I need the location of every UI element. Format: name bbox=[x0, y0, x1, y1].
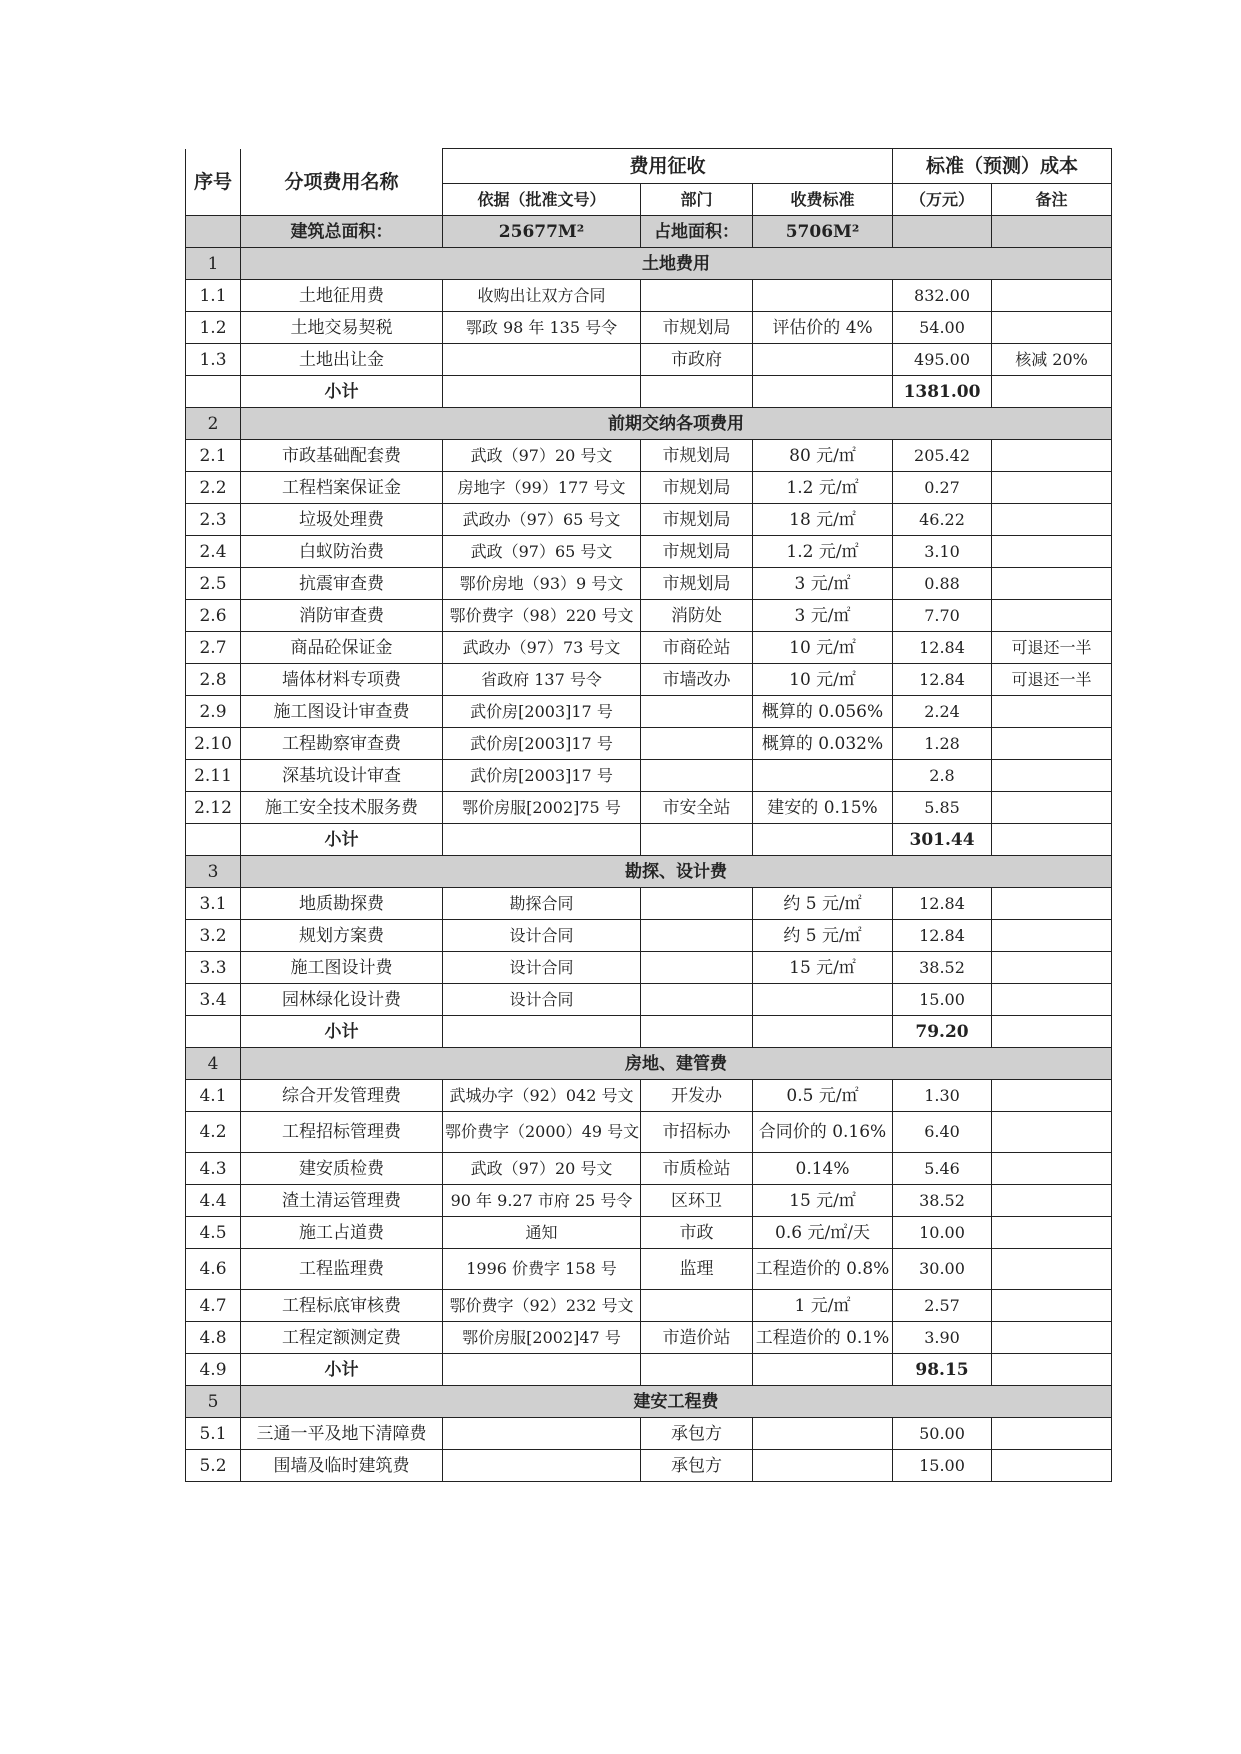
item-remark bbox=[992, 728, 1112, 760]
item-dept bbox=[641, 1290, 753, 1322]
subtotal-dept-cell bbox=[641, 824, 753, 856]
item-dept: 市墙改办 bbox=[641, 664, 753, 696]
table-row bbox=[186, 1249, 1112, 1290]
item-dept bbox=[641, 888, 753, 920]
item-number: 2.11 bbox=[186, 760, 241, 792]
item-standard: 评估价的 4% bbox=[753, 312, 893, 344]
item-remark bbox=[992, 1450, 1112, 1482]
item-number: 4.2 bbox=[186, 1112, 241, 1153]
item-remark bbox=[992, 1080, 1112, 1112]
item-number: 1.3 bbox=[186, 344, 241, 376]
item-cost: 1.30 bbox=[893, 1080, 992, 1112]
section-number: 5 bbox=[186, 1386, 241, 1418]
item-cost: 54.00 bbox=[893, 312, 992, 344]
item-dept: 市招标办 bbox=[641, 1112, 753, 1153]
section-title: 房地、建管费 bbox=[241, 1048, 1112, 1080]
item-standard: 约 5 元/㎡ bbox=[753, 920, 893, 952]
land-area-value: 5706M² bbox=[753, 216, 893, 248]
item-standard: 1 元/㎡ bbox=[753, 1290, 893, 1322]
item-cost: 12.84 bbox=[893, 920, 992, 952]
item-number: 5.1 bbox=[186, 1418, 241, 1450]
item-dept: 市政 bbox=[641, 1217, 753, 1249]
item-number: 2.5 bbox=[186, 568, 241, 600]
item-cost: 38.52 bbox=[893, 1185, 992, 1217]
item-cost: 50.00 bbox=[893, 1418, 992, 1450]
subtotal-label: 小计 bbox=[241, 1354, 443, 1386]
item-cost: 7.70 bbox=[893, 600, 992, 632]
item-number: 2.7 bbox=[186, 632, 241, 664]
table-row bbox=[186, 1322, 1112, 1354]
subtotal-number bbox=[186, 1016, 241, 1048]
building-area-label: 建筑总面积： bbox=[241, 216, 443, 248]
item-basis: 武城办字（92）042 号文 bbox=[443, 1080, 641, 1112]
item-standard bbox=[753, 280, 893, 312]
item-standard: 工程造价的 0.1% bbox=[753, 1322, 893, 1354]
item-name: 墙体材料专项费 bbox=[241, 664, 443, 696]
item-name: 土地出让金 bbox=[241, 344, 443, 376]
item-cost: 0.88 bbox=[893, 568, 992, 600]
section-number: 2 bbox=[186, 408, 241, 440]
table-row bbox=[186, 1217, 1112, 1249]
item-number: 4.6 bbox=[186, 1249, 241, 1290]
item-cost: 2.8 bbox=[893, 760, 992, 792]
item-basis: 省政府 137 号令 bbox=[443, 664, 641, 696]
item-name: 施工安全技术服务费 bbox=[241, 792, 443, 824]
table-row bbox=[186, 280, 1112, 312]
item-name: 三通一平及地下清障费 bbox=[241, 1418, 443, 1450]
cost-estimate-sheet bbox=[185, 148, 1111, 1482]
subtotal-row bbox=[186, 1354, 1112, 1386]
item-cost: 12.84 bbox=[893, 664, 992, 696]
item-cost: 15.00 bbox=[893, 1450, 992, 1482]
item-standard: 0.5 元/㎡ bbox=[753, 1080, 893, 1112]
item-dept: 监理 bbox=[641, 1249, 753, 1290]
item-number: 4.5 bbox=[186, 1217, 241, 1249]
item-remark bbox=[992, 1217, 1112, 1249]
item-cost: 0.27 bbox=[893, 472, 992, 504]
item-name: 工程标底审核费 bbox=[241, 1290, 443, 1322]
item-remark bbox=[992, 952, 1112, 984]
table-row bbox=[186, 472, 1112, 504]
table-row bbox=[186, 632, 1112, 664]
item-remark bbox=[992, 1153, 1112, 1185]
item-dept: 市规划局 bbox=[641, 536, 753, 568]
subtotal-standard-cell bbox=[753, 1354, 893, 1386]
item-number: 2.6 bbox=[186, 600, 241, 632]
item-number: 5.2 bbox=[186, 1450, 241, 1482]
area-row bbox=[186, 216, 1112, 248]
table-row bbox=[186, 312, 1112, 344]
item-basis: 武政办（97）65 号文 bbox=[443, 504, 641, 536]
item-standard bbox=[753, 1418, 893, 1450]
section-number: 4 bbox=[186, 1048, 241, 1080]
item-cost: 30.00 bbox=[893, 1249, 992, 1290]
item-remark bbox=[992, 760, 1112, 792]
item-dept: 消防处 bbox=[641, 600, 753, 632]
item-number: 4.7 bbox=[186, 1290, 241, 1322]
subtotal-dept-cell bbox=[641, 376, 753, 408]
item-name: 商品砼保证金 bbox=[241, 632, 443, 664]
item-remark bbox=[992, 472, 1112, 504]
subtotal-cost: 98.15 bbox=[893, 1354, 992, 1386]
item-name: 综合开发管理费 bbox=[241, 1080, 443, 1112]
item-cost: 12.84 bbox=[893, 632, 992, 664]
cost-table bbox=[185, 148, 1112, 1482]
item-number: 2.8 bbox=[186, 664, 241, 696]
item-cost: 1.28 bbox=[893, 728, 992, 760]
item-dept: 市安全站 bbox=[641, 792, 753, 824]
item-name: 工程监理费 bbox=[241, 1249, 443, 1290]
item-number: 2.12 bbox=[186, 792, 241, 824]
item-number: 3.3 bbox=[186, 952, 241, 984]
item-name: 土地交易契税 bbox=[241, 312, 443, 344]
item-name: 施工图设计审查费 bbox=[241, 696, 443, 728]
subtotal-number: 4.9 bbox=[186, 1354, 241, 1386]
item-basis: 鄂政 98 年 135 号令 bbox=[443, 312, 641, 344]
item-standard: 概算的 0.056% bbox=[753, 696, 893, 728]
table-row bbox=[186, 1080, 1112, 1112]
subtotal-basis-cell bbox=[443, 824, 641, 856]
item-cost: 2.57 bbox=[893, 1290, 992, 1322]
item-standard: 工程造价的 0.8% bbox=[753, 1249, 893, 1290]
subtotal-basis-cell bbox=[443, 1354, 641, 1386]
item-remark bbox=[992, 1249, 1112, 1290]
item-cost: 832.00 bbox=[893, 280, 992, 312]
item-cost: 5.85 bbox=[893, 792, 992, 824]
item-dept bbox=[641, 760, 753, 792]
item-remark bbox=[992, 1185, 1112, 1217]
item-dept: 区环卫 bbox=[641, 1185, 753, 1217]
subtotal-number bbox=[186, 824, 241, 856]
item-basis: 武政（97）20 号文 bbox=[443, 1153, 641, 1185]
subtotal-cost: 1381.00 bbox=[893, 376, 992, 408]
header-name: 分项费用名称 bbox=[241, 149, 443, 216]
table-row bbox=[186, 888, 1112, 920]
area-seq-cell bbox=[186, 216, 241, 248]
subtotal-cost: 79.20 bbox=[893, 1016, 992, 1048]
item-remark: 核减 20% bbox=[992, 344, 1112, 376]
table-row bbox=[186, 1418, 1112, 1450]
building-area-value: 25677M² bbox=[443, 216, 641, 248]
item-number: 2.4 bbox=[186, 536, 241, 568]
table-row bbox=[186, 344, 1112, 376]
item-name: 消防审查费 bbox=[241, 600, 443, 632]
area-cost-cell bbox=[893, 216, 992, 248]
section-header-row bbox=[186, 408, 1112, 440]
section-header-row bbox=[186, 1386, 1112, 1418]
item-number: 1.1 bbox=[186, 280, 241, 312]
item-standard bbox=[753, 1450, 893, 1482]
item-cost: 2.24 bbox=[893, 696, 992, 728]
table-row bbox=[186, 664, 1112, 696]
subtotal-label: 小计 bbox=[241, 376, 443, 408]
item-dept: 市规划局 bbox=[641, 312, 753, 344]
item-standard: 1.2 元/㎡ bbox=[753, 536, 893, 568]
item-number: 2.3 bbox=[186, 504, 241, 536]
item-dept bbox=[641, 728, 753, 760]
item-number: 2.2 bbox=[186, 472, 241, 504]
item-remark bbox=[992, 920, 1112, 952]
table-row bbox=[186, 536, 1112, 568]
item-cost: 38.52 bbox=[893, 952, 992, 984]
item-standard: 3 元/㎡ bbox=[753, 568, 893, 600]
item-basis: 鄂价费字（98）220 号文 bbox=[443, 600, 641, 632]
table-row bbox=[186, 760, 1112, 792]
subtotal-cost: 301.44 bbox=[893, 824, 992, 856]
item-dept: 承包方 bbox=[641, 1418, 753, 1450]
item-remark bbox=[992, 568, 1112, 600]
item-basis: 通知 bbox=[443, 1217, 641, 1249]
subtotal-dept-cell bbox=[641, 1354, 753, 1386]
header-dept: 部门 bbox=[641, 184, 753, 216]
item-standard: 建安的 0.15% bbox=[753, 792, 893, 824]
item-cost: 3.10 bbox=[893, 536, 992, 568]
subtotal-remark-cell bbox=[992, 824, 1112, 856]
item-dept bbox=[641, 280, 753, 312]
item-basis: 武政（97）20 号文 bbox=[443, 440, 641, 472]
item-dept: 市质检站 bbox=[641, 1153, 753, 1185]
item-standard: 10 元/㎡ bbox=[753, 664, 893, 696]
item-name: 抗震审查费 bbox=[241, 568, 443, 600]
item-standard bbox=[753, 984, 893, 1016]
item-cost: 12.84 bbox=[893, 888, 992, 920]
item-basis: 武价房[2003]17 号 bbox=[443, 760, 641, 792]
item-dept: 市政府 bbox=[641, 344, 753, 376]
item-basis bbox=[443, 1450, 641, 1482]
item-basis: 设计合同 bbox=[443, 952, 641, 984]
section-title: 前期交纳各项费用 bbox=[241, 408, 1112, 440]
item-basis: 设计合同 bbox=[443, 920, 641, 952]
subtotal-row bbox=[186, 1016, 1112, 1048]
item-number: 3.4 bbox=[186, 984, 241, 1016]
table-row bbox=[186, 920, 1112, 952]
item-name: 地质勘探费 bbox=[241, 888, 443, 920]
header-seq: 序号 bbox=[186, 149, 241, 216]
item-name: 工程勘察审查费 bbox=[241, 728, 443, 760]
item-name: 园林绿化设计费 bbox=[241, 984, 443, 1016]
item-name: 工程招标管理费 bbox=[241, 1112, 443, 1153]
subtotal-label: 小计 bbox=[241, 1016, 443, 1048]
item-remark bbox=[992, 536, 1112, 568]
item-remark: 可退还一半 bbox=[992, 664, 1112, 696]
item-number: 1.2 bbox=[186, 312, 241, 344]
item-name: 施工图设计费 bbox=[241, 952, 443, 984]
item-basis: 武政（97）65 号文 bbox=[443, 536, 641, 568]
item-remark bbox=[992, 1322, 1112, 1354]
item-remark bbox=[992, 1418, 1112, 1450]
subtotal-row bbox=[186, 376, 1112, 408]
subtotal-remark-cell bbox=[992, 1016, 1112, 1048]
item-remark bbox=[992, 792, 1112, 824]
item-name: 工程定额测定费 bbox=[241, 1322, 443, 1354]
table-row bbox=[186, 1153, 1112, 1185]
item-remark bbox=[992, 696, 1112, 728]
item-standard: 合同价的 0.16% bbox=[753, 1112, 893, 1153]
table-row bbox=[186, 1112, 1112, 1153]
header-standard: 收费标准 bbox=[753, 184, 893, 216]
item-name: 规划方案费 bbox=[241, 920, 443, 952]
subtotal-row bbox=[186, 824, 1112, 856]
header-remark: 备注 bbox=[992, 184, 1112, 216]
subtotal-standard-cell bbox=[753, 824, 893, 856]
item-standard: 18 元/㎡ bbox=[753, 504, 893, 536]
item-standard: 0.6 元/㎡/天 bbox=[753, 1217, 893, 1249]
subtotal-standard-cell bbox=[753, 1016, 893, 1048]
subtotal-basis-cell bbox=[443, 1016, 641, 1048]
item-basis bbox=[443, 344, 641, 376]
item-cost: 495.00 bbox=[893, 344, 992, 376]
item-dept: 开发办 bbox=[641, 1080, 753, 1112]
item-basis: 收购出让双方合同 bbox=[443, 280, 641, 312]
item-basis: 90 年 9.27 市府 25 号令 bbox=[443, 1185, 641, 1217]
item-dept bbox=[641, 696, 753, 728]
item-standard: 15 元/㎡ bbox=[753, 1185, 893, 1217]
item-number: 4.8 bbox=[186, 1322, 241, 1354]
item-basis: 武价房[2003]17 号 bbox=[443, 728, 641, 760]
item-standard: 1.2 元/㎡ bbox=[753, 472, 893, 504]
item-remark: 可退还一半 bbox=[992, 632, 1112, 664]
item-name: 土地征用费 bbox=[241, 280, 443, 312]
item-dept: 市规划局 bbox=[641, 440, 753, 472]
item-remark bbox=[992, 888, 1112, 920]
item-cost: 10.00 bbox=[893, 1217, 992, 1249]
subtotal-remark-cell bbox=[992, 1354, 1112, 1386]
item-number: 2.1 bbox=[186, 440, 241, 472]
table-row bbox=[186, 792, 1112, 824]
land-area-label: 占地面积： bbox=[641, 216, 753, 248]
table-row bbox=[186, 696, 1112, 728]
item-standard: 0.14% bbox=[753, 1153, 893, 1185]
table-row bbox=[186, 600, 1112, 632]
item-name: 围墙及临时建筑费 bbox=[241, 1450, 443, 1482]
item-basis: 1996 价费字 158 号 bbox=[443, 1249, 641, 1290]
item-name: 市政基础配套费 bbox=[241, 440, 443, 472]
item-remark bbox=[992, 504, 1112, 536]
area-remark-cell bbox=[992, 216, 1112, 248]
item-standard: 概算的 0.032% bbox=[753, 728, 893, 760]
item-standard bbox=[753, 760, 893, 792]
item-dept: 市造价站 bbox=[641, 1322, 753, 1354]
item-name: 渣土清运管理费 bbox=[241, 1185, 443, 1217]
section-title: 建安工程费 bbox=[241, 1386, 1112, 1418]
subtotal-number bbox=[186, 376, 241, 408]
item-basis: 勘探合同 bbox=[443, 888, 641, 920]
item-basis: 鄂价房服[2002]47 号 bbox=[443, 1322, 641, 1354]
item-cost: 3.90 bbox=[893, 1322, 992, 1354]
item-remark bbox=[992, 280, 1112, 312]
item-cost: 6.40 bbox=[893, 1112, 992, 1153]
item-name: 建安质检费 bbox=[241, 1153, 443, 1185]
header-cost-unit: （万元） bbox=[893, 184, 992, 216]
item-standard: 10 元/㎡ bbox=[753, 632, 893, 664]
item-basis: 鄂价房地（93）9 号文 bbox=[443, 568, 641, 600]
item-basis: 房地字（99）177 号文 bbox=[443, 472, 641, 504]
item-name: 白蚁防治费 bbox=[241, 536, 443, 568]
item-name: 深基坑设计审查 bbox=[241, 760, 443, 792]
item-cost: 205.42 bbox=[893, 440, 992, 472]
item-standard bbox=[753, 344, 893, 376]
item-basis: 鄂价费字（92）232 号文 bbox=[443, 1290, 641, 1322]
item-dept: 市规划局 bbox=[641, 504, 753, 536]
item-standard: 15 元/㎡ bbox=[753, 952, 893, 984]
header-basis: 依据（批准文号） bbox=[443, 184, 641, 216]
table-row bbox=[186, 1290, 1112, 1322]
item-name: 垃圾处理费 bbox=[241, 504, 443, 536]
item-remark bbox=[992, 1112, 1112, 1153]
item-dept: 承包方 bbox=[641, 1450, 753, 1482]
subtotal-dept-cell bbox=[641, 1016, 753, 1048]
item-cost: 46.22 bbox=[893, 504, 992, 536]
section-title: 勘探、设计费 bbox=[241, 856, 1112, 888]
item-remark bbox=[992, 440, 1112, 472]
item-dept bbox=[641, 952, 753, 984]
item-basis: 鄂价房服[2002]75 号 bbox=[443, 792, 641, 824]
item-basis: 武政办（97）73 号文 bbox=[443, 632, 641, 664]
table-row bbox=[186, 728, 1112, 760]
item-remark bbox=[992, 984, 1112, 1016]
table-row bbox=[186, 952, 1112, 984]
item-number: 4.3 bbox=[186, 1153, 241, 1185]
item-name: 施工占道费 bbox=[241, 1217, 443, 1249]
table-row bbox=[186, 568, 1112, 600]
item-dept: 市规划局 bbox=[641, 568, 753, 600]
item-dept: 市规划局 bbox=[641, 472, 753, 504]
item-dept: 市商砼站 bbox=[641, 632, 753, 664]
item-number: 4.1 bbox=[186, 1080, 241, 1112]
item-name: 工程档案保证金 bbox=[241, 472, 443, 504]
item-standard: 80 元/㎡ bbox=[753, 440, 893, 472]
header-collection: 费用征收 bbox=[443, 149, 893, 184]
section-title: 土地费用 bbox=[241, 248, 1112, 280]
section-header-row bbox=[186, 856, 1112, 888]
header-row-1 bbox=[186, 149, 1112, 184]
table-row bbox=[186, 504, 1112, 536]
item-number: 2.10 bbox=[186, 728, 241, 760]
table-row bbox=[186, 440, 1112, 472]
section-number: 1 bbox=[186, 248, 241, 280]
item-standard: 3 元/㎡ bbox=[753, 600, 893, 632]
item-remark bbox=[992, 1290, 1112, 1322]
table-row bbox=[186, 1185, 1112, 1217]
subtotal-basis-cell bbox=[443, 376, 641, 408]
item-standard: 约 5 元/㎡ bbox=[753, 888, 893, 920]
item-remark bbox=[992, 312, 1112, 344]
header-cost-title: 标准（预测）成本 bbox=[893, 149, 1112, 184]
item-remark bbox=[992, 600, 1112, 632]
item-number: 4.4 bbox=[186, 1185, 241, 1217]
table-row bbox=[186, 984, 1112, 1016]
item-number: 2.9 bbox=[186, 696, 241, 728]
subtotal-remark-cell bbox=[992, 376, 1112, 408]
item-number: 3.2 bbox=[186, 920, 241, 952]
section-header-row bbox=[186, 248, 1112, 280]
item-basis: 鄂价费字（2000）49 号文 bbox=[443, 1112, 641, 1153]
item-dept bbox=[641, 920, 753, 952]
item-number: 3.1 bbox=[186, 888, 241, 920]
item-cost: 5.46 bbox=[893, 1153, 992, 1185]
item-cost: 15.00 bbox=[893, 984, 992, 1016]
item-dept bbox=[641, 984, 753, 1016]
subtotal-standard-cell bbox=[753, 376, 893, 408]
subtotal-label: 小计 bbox=[241, 824, 443, 856]
item-basis: 设计合同 bbox=[443, 984, 641, 1016]
section-header-row bbox=[186, 1048, 1112, 1080]
item-basis bbox=[443, 1418, 641, 1450]
section-number: 3 bbox=[186, 856, 241, 888]
item-basis: 武价房[2003]17 号 bbox=[443, 696, 641, 728]
table-row bbox=[186, 1450, 1112, 1482]
